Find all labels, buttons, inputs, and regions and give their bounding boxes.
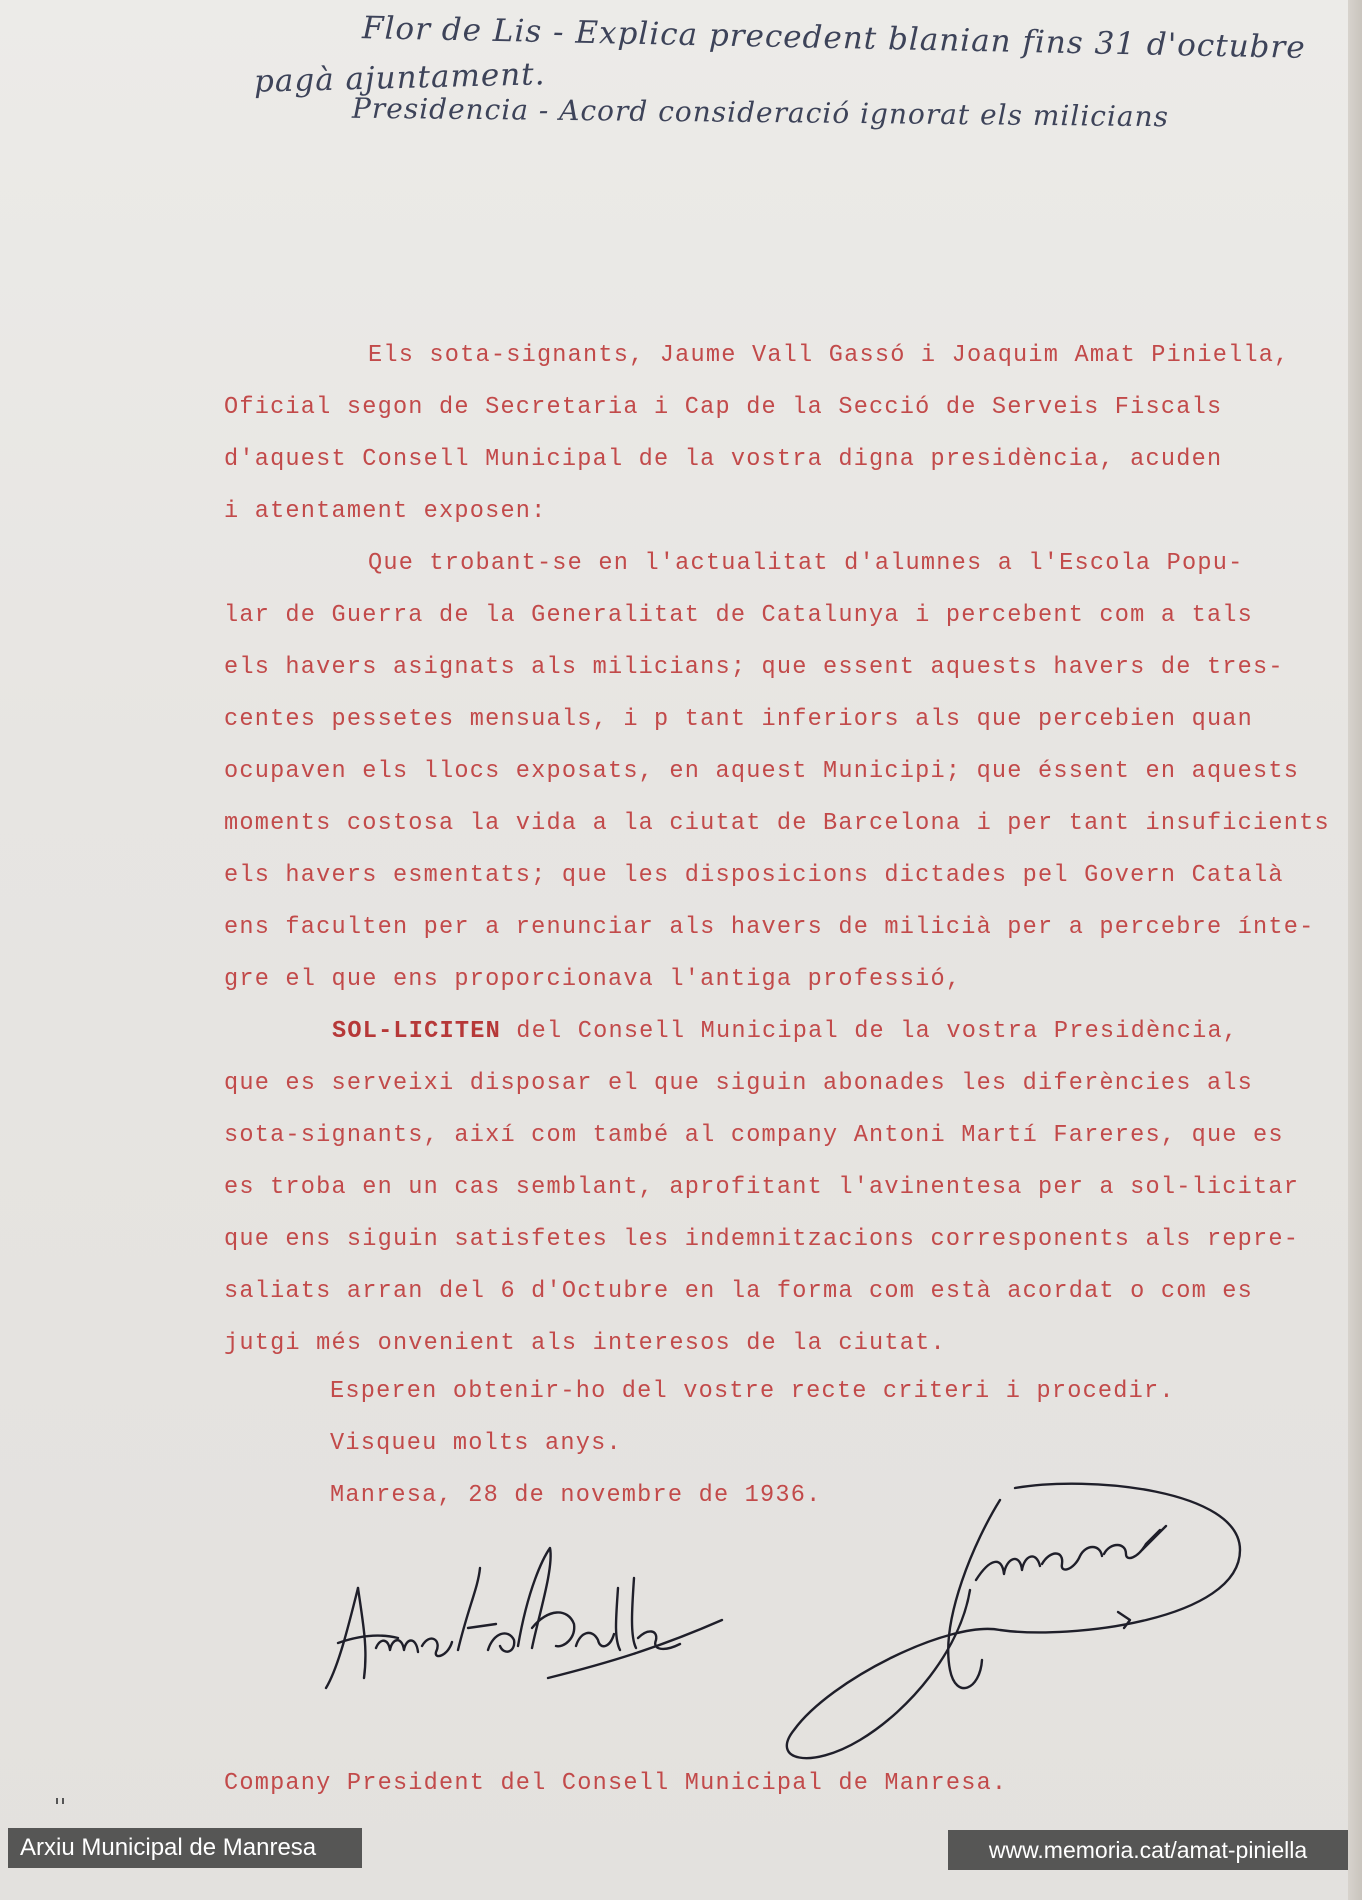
signature-left — [318, 1528, 738, 1708]
paragraph1-line: Els sota-signants, Jaume Vall Gassó i Joaquim Amat Piniella, — [368, 342, 1290, 369]
handwritten-note-line-3: Presidencia - Acord consideració ignorat els milicians — [351, 91, 1170, 134]
archive-label: Arxiu Municipal de Manresa — [8, 1828, 362, 1868]
letter-body — [224, 330, 1354, 1370]
closing-line: Visqueu molts anys. — [330, 1430, 622, 1457]
paragraph3-line: que es serveixi disposar el que siguin abonades les diferències als — [224, 1070, 1254, 1097]
paragraph2-line: Que trobant-se en l'actualitat d'alumnes a l'Escola Popu- — [368, 550, 1244, 577]
paragraph1-line: d'aquest Consell Municipal de la vostra digna presidència, acuden — [224, 446, 1223, 473]
paragraph2-line: centes pessetes mensuals, i p tant inferiors als que percebien quan — [224, 706, 1254, 733]
handwritten-note-line-2: pagà ajuntament. — [253, 56, 546, 100]
url-label[interactable]: www.memoria.cat/amat-piniella — [948, 1830, 1348, 1870]
paragraph3-first-line — [224, 1006, 1354, 1058]
margin-mark — [62, 1798, 64, 1804]
paragraph2-line: els havers esmentats; que les disposicions dictades pel Govern Català — [224, 862, 1284, 889]
paragraph1-line: Oficial segon de Secretaria i Cap de la Secció de Serveis Fiscals — [224, 394, 1223, 421]
solliciten-heading: SOL-LICITEN — [332, 1018, 501, 1045]
signature-right — [770, 1470, 1250, 1770]
margin-mark — [56, 1798, 58, 1804]
paragraph2-line: els havers asignats als milicians; que essent aquests havers de tres- — [224, 654, 1284, 681]
paragraph3-line: sota-signants, així com també al company Antoni Martí Fareres, que es — [224, 1122, 1284, 1149]
closing-date: Manresa, 28 de novembre de 1936. — [330, 1482, 822, 1509]
paragraph3-first-rest: del Consell Municipal de la vostra Presidència, — [500, 1018, 1239, 1045]
paragraph2-line: gre el que ens proporcionava l'antiga professió, — [224, 966, 962, 993]
paragraph2-line: lar de Guerra de la Generalitat de Catalunya i percebent com a tals — [224, 602, 1254, 629]
paragraph2-line: moments costosa la vida a la ciutat de Barcelona i per tant insuficients — [224, 810, 1330, 837]
paragraph2-line: ocupaven els llocs exposats, en aquest Municipi; que éssent en aquests — [224, 758, 1300, 785]
handwritten-note-line-1: Flor de Lis - Explica precedent blanian fins 31 d'octubre — [361, 10, 1307, 66]
paragraph3-line: que ens siguin satisfetes les indemnitzacions corresponents als repre- — [224, 1226, 1300, 1253]
paragraph2-line: ens faculten per a renunciar als havers de milicià per a percebre ínte- — [224, 914, 1315, 941]
addressee-line: Company President del Consell Municipal de Manresa. — [224, 1770, 1008, 1797]
paragraph1-line: i atentament exposen: — [224, 498, 547, 525]
paragraph3-line: es troba en un cas semblant, aprofitant l'avinentesa per a sol-licitar — [224, 1174, 1300, 1201]
closing-line: Esperen obtenir-ho del vostre recte criteri i procedir. — [330, 1378, 1175, 1405]
paragraph3-line: saliats arran del 6 d'Octubre en la forma com està acordat o com es — [224, 1278, 1254, 1305]
paragraph3-line: jutgi més onvenient als interesos de la ciutat. — [224, 1330, 946, 1357]
